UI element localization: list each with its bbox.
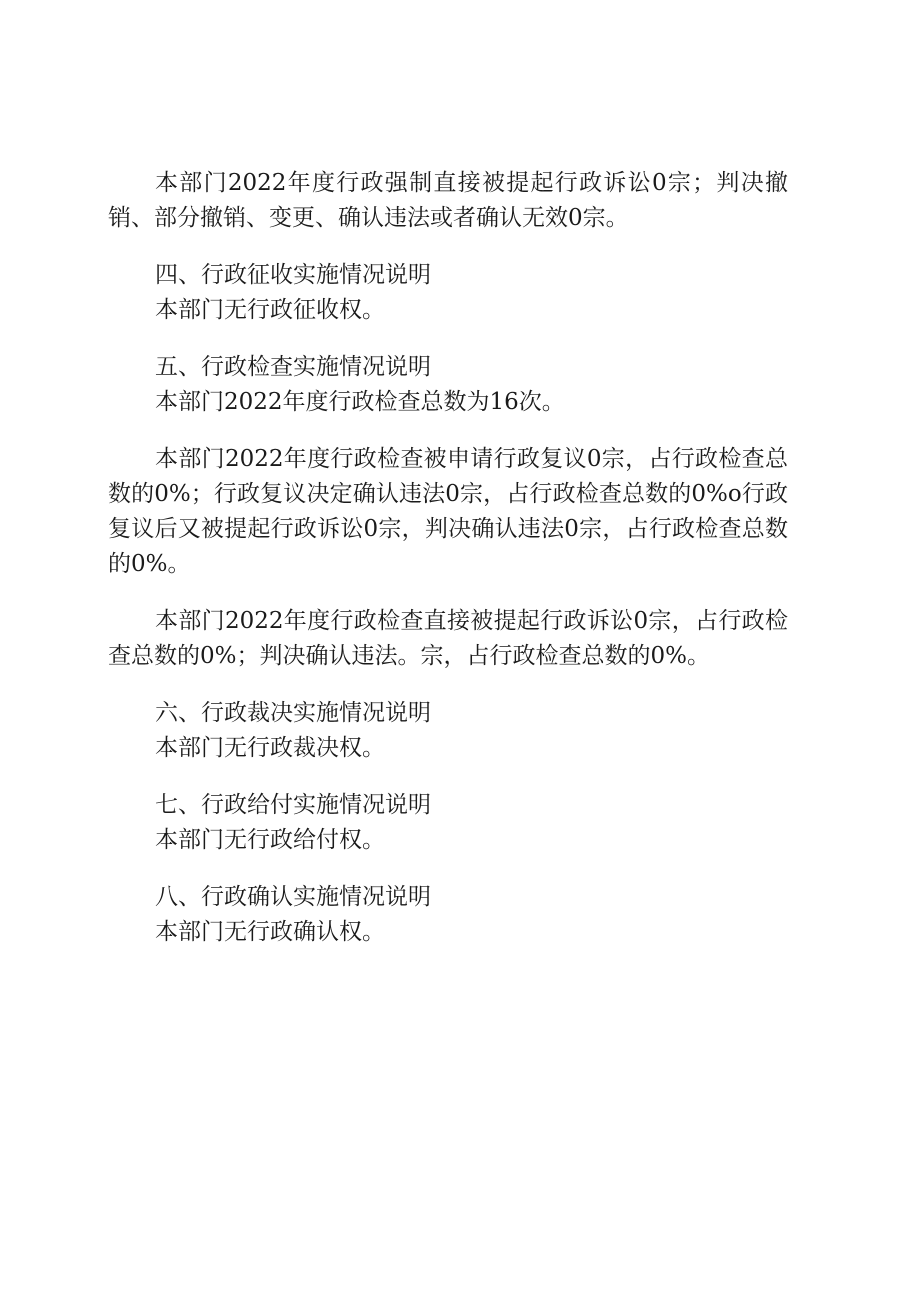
section-heading-adjudication: 六、行政裁决实施情况说明: [155, 700, 431, 726]
paragraph-inspection-litigation: 本部门2022年度行政检查直接被提起行政诉讼0宗，占行政检查总数的0%；判决确认违法。宗，占行政检查总数的0%。: [108, 608, 788, 669]
section-heading-confirmation: 八、行政确认实施情况说明: [155, 884, 431, 910]
paragraph-no-adjudication: 本部门无行政裁决权。: [155, 735, 385, 761]
section-heading-collection: 四、行政征收实施情况说明: [155, 262, 431, 288]
section-heading-inspection: 五、行政检查实施情况说明: [155, 354, 431, 380]
paragraph-no-payment: 本部门无行政给付权。: [155, 827, 385, 853]
document-body: [108, 166, 788, 950]
paragraph-inspection-review: 本部门2022年度行政检查被申请行政复议0宗，占行政检查总数的0%；行政复议决定确认违法0宗，占行政检查总数的0%o行政复议后又被提起行政诉讼0宗，判决确认违法0宗，占行政检查总数的0%。: [108, 446, 788, 577]
paragraph-no-confirmation: 本部门无行政确认权。: [155, 919, 385, 945]
paragraph-inspection-total: 本部门2022年度行政检查总数为16次。: [155, 389, 565, 415]
paragraph-no-collection: 本部门无行政征收权。: [155, 297, 385, 323]
paragraph-enforcement-litigation: 本部门2022年度行政强制直接被提起行政诉讼0宗；判决撤销、部分撤销、变更、确认违法或者确认无效0宗。: [108, 170, 788, 231]
section-heading-payment: 七、行政给付实施情况说明: [155, 792, 431, 818]
